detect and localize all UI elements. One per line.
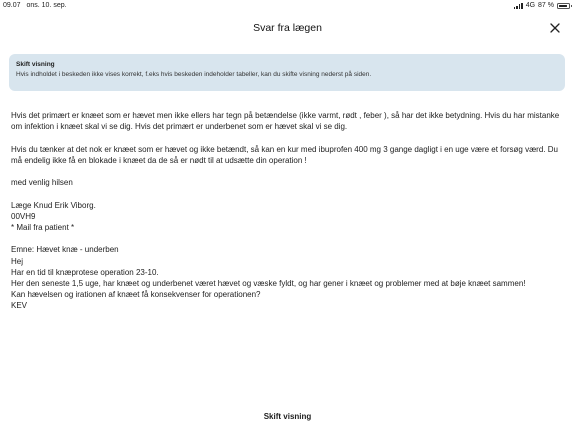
paragraph-gap bbox=[11, 166, 567, 177]
message-line: Hej bbox=[11, 256, 24, 266]
status-left bbox=[3, 2, 71, 9]
message-line: Emne: Hævet knæ - underben bbox=[11, 245, 119, 255]
message-body bbox=[11, 110, 567, 312]
battery-icon bbox=[557, 3, 570, 9]
nav-header bbox=[0, 12, 575, 46]
message-line: Har en tid til knæprotese operation 23-10. bbox=[11, 267, 159, 277]
status-time: 09.07 bbox=[3, 2, 21, 9]
status-right bbox=[514, 2, 570, 9]
message-line: Hvis du tænker at det nok er knæet som er hævet og ikke betændt, så kan en kur med ibuprofen 400 mg 3 gange dagligt i en uge være et forsøg værd. Du må endelig ikke få en blokade i knæet da de så er nødt til at udsætte din operation ! bbox=[11, 144, 558, 165]
info-title: Skift visning bbox=[16, 61, 55, 68]
battery-fill bbox=[559, 5, 567, 7]
message-line: Her den seneste 1,5 uge, har knæet og underbenet været hævet og væske fyldt, og har gener i knæet og problemer med at bøje knæet sammen! bbox=[11, 278, 526, 288]
message-line: Hvis det primært er knæet som er hævet men ikke ellers har tegn på betændelse (ikke varmt, rødt , feber ), så har det ikke betydning. Hvis du har mistanke om infektion i knæet skal vi se dig. Hvis det primært er underbenet som er hævet skal vi se dig. bbox=[11, 111, 560, 132]
message-line: KEV bbox=[11, 301, 28, 311]
message-line: * Mail fra patient * bbox=[11, 222, 75, 232]
paragraph-gap bbox=[11, 132, 567, 143]
message-line: Kan hævelsen og irationen af knæet få konsekvenser for operationen? bbox=[11, 290, 261, 300]
status-date: ons. 10. sep. bbox=[26, 2, 67, 9]
paragraph-gap bbox=[11, 233, 567, 244]
switch-view-button[interactable]: Skift visning bbox=[263, 412, 312, 421]
status-bar bbox=[0, 0, 575, 12]
info-text: Hvis indholdet i beskeden ikke vises korrekt, f.eks hvis beskeden indeholder tabeller, kan du skifte visning nederst på siden. bbox=[16, 71, 372, 78]
footer bbox=[0, 412, 575, 421]
close-icon bbox=[548, 21, 562, 35]
battery-percent: 87 % bbox=[538, 2, 554, 9]
message-line: 00VH9 bbox=[11, 211, 36, 221]
paragraph-gap bbox=[11, 188, 567, 199]
signal-icon bbox=[514, 3, 523, 9]
message-line: med venlig hilsen bbox=[11, 178, 73, 188]
close-button[interactable] bbox=[548, 21, 562, 35]
network-type: 4G bbox=[525, 2, 536, 9]
message-line: Læge Knud Erik Viborg. bbox=[11, 200, 96, 210]
page-title: Svar fra lægen bbox=[253, 22, 322, 34]
switch-view-info-box bbox=[9, 54, 565, 91]
